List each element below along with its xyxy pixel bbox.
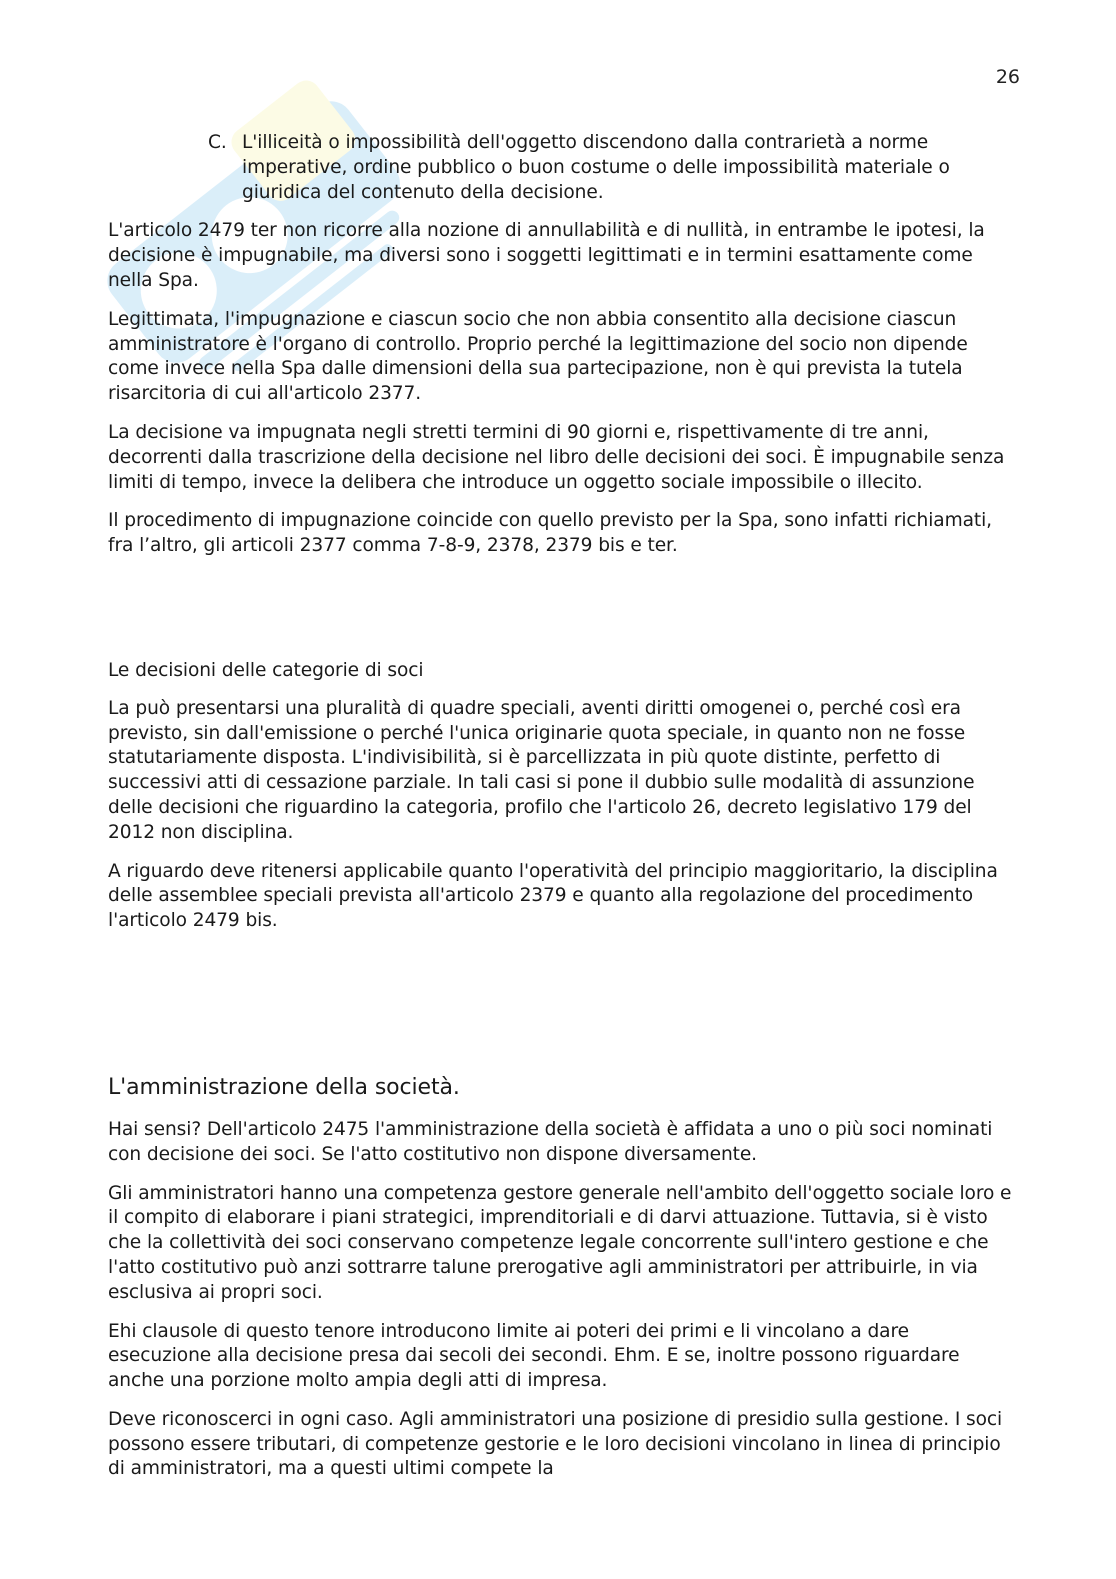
section-title: Le decisioni delle categorie di soci — [108, 659, 424, 681]
page-number: 26 — [995, 66, 1020, 88]
paragraph: Gli amministratori hanno una competenza gestore generale nell'ambito dell'oggetto sociale loro e il compito di elaborare i piani strategici, imprenditoriali e di darvi attuazione. Tuttavia, si è visto che la collettività dei soci conservano competenze legale concorrente sull'intero gestione e che l'atto costitutivo può anzi sottrarre talune prerogative agli amministratori per attribuirle, in via esclusiva ai propri soci. — [108, 1182, 1012, 1303]
spacer — [108, 573, 1013, 659]
paragraph: Hai sensi? Dell'articolo 2475 l'amministrazione della società è affidata a uno o più soci nominati con decisione dei soci. Se l'atto costitutivo non dispone diversamente. — [108, 1118, 993, 1165]
paragraph: A riguardo deve ritenersi applicabile quanto l'operatività del principio maggioritario, la disciplina delle assemblee speciali prevista all'articolo 2379 e quanto alla regolazione del procedimento l'articolo 2479 bis. — [108, 860, 998, 932]
paragraph: Il procedimento di impugnazione coincide con quello previsto per la Spa, sono infatti richiamati, fra l’altro, gli articoli 2377 comma 7-8-9, 2378, 2379 bis e ter. — [108, 510, 992, 557]
paragraph: La decisione va impugnata negli stretti termini di 90 giorni e, rispettivamente di tre anni, decorrenti dalla trascrizione della decisione nel libro delle decisioni dei soci. È impugnabile senza limiti di tempo, invece la delibera che introduce un oggetto sociale impossibile o illecito. — [108, 421, 1005, 493]
section-heading: L'amministrazione della società. — [108, 1074, 460, 1100]
paragraph: La può presentarsi una pluralità di quadre speciali, aventi diritti omogenei o, perché così era previsto, sin dall'emissione o perché l'unica originarie quota speciale, in quanto non ne fosse statutariamente disposta. L'indivisibilità, si è parcellizzata in più quote distinte, perfetto di successivi atti di cessazione parziale. In tali casi si pone il dubbio sulle modalità di assunzione delle decisioni che riguardino la categoria, profilo che l'articolo 26, decreto legislativo 179 del 2012 non disciplina. — [108, 697, 975, 843]
paragraph: Deve riconoscerci in ogni caso. Agli amministratori una posizione di presidio sulla gestione. I soci possono essere tributari, di competenze gestorie e le loro decisioni vincolano in linea di principio di amministratori, ma a questi ultimi compete la — [108, 1408, 1003, 1480]
paragraph: Ehi clausole di questo tenore introducono limite ai poteri dei primi e li vincolano a dare esecuzione alla decisione presa dai secoli dei secondi. Ehm. E se, inoltre possono riguardare anche una porzione molto ampia degli atti di impresa. — [108, 1320, 960, 1392]
document-body — [108, 131, 1013, 1496]
list-marker: C. — [208, 132, 227, 153]
list-item — [208, 131, 1013, 205]
spacer — [108, 948, 1013, 1074]
paragraph: L'articolo 2479 ter non ricorre alla nozione di annullabilità e di nullità, in entrambe le ipotesi, la decisione è impugnabile, ma diversi sono i soggetti legittimati e in termini esattamente come nella Spa. — [108, 220, 985, 291]
paragraph: Legittimata, l'impugnazione e ciascun socio che non abbia consentito alla decisione ciascun amministratore è l'organo di controllo. Proprio perché la legittimazione del socio non dipende come invece nella Spa dalle dimensioni della sua partecipazione, non è qui prevista la tutela risarcitoria di cui all'articolo 2377. — [108, 308, 968, 405]
list-text: L'illiceità o impossibilità dell'oggetto discendono dalla contrarietà a norme imperative, ordine pubblico o buon costume o delle impossibilità materiale o giuridica del contenuto della decisione. — [242, 132, 950, 203]
